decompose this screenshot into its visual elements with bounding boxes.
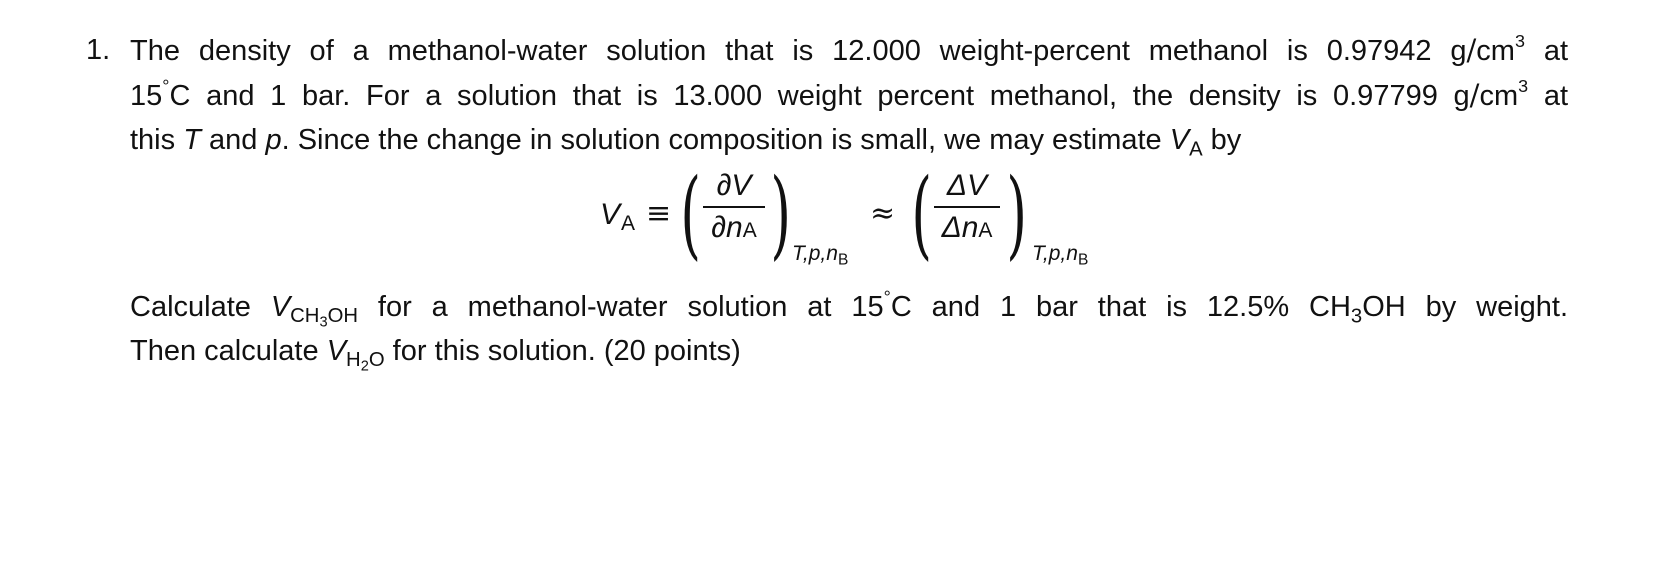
formula-subscript: 3 xyxy=(1350,305,1363,328)
variable-V: V xyxy=(1169,124,1190,156)
statement-line-3 xyxy=(130,118,1568,162)
statement-text: The density of a methanol-water solution that is 12.000 weight-percent methanol is 0.97942 g xyxy=(130,35,1467,67)
fraction-denominator xyxy=(934,210,1000,249)
eq-lhs-V: V xyxy=(600,198,621,231)
task-text: C and 1 bar that is 12.5% CH xyxy=(890,291,1351,323)
problem-number: 1. xyxy=(86,34,111,66)
eq-right-paren-1: ) xyxy=(770,158,792,270)
statement-text: . Since the change in solution composition is small, we may estimate xyxy=(281,124,1162,156)
problem-task xyxy=(130,285,1568,373)
subscript-digit: 3 xyxy=(319,314,328,331)
variable-subscript: A xyxy=(1189,138,1203,161)
eq-right-paren-2: ) xyxy=(1006,158,1028,270)
subscript-part: H xyxy=(346,349,361,372)
statement-line-1 xyxy=(130,28,1568,73)
eq-equiv-sign: ≡ xyxy=(646,196,672,231)
eq-fraction-delta xyxy=(934,168,1000,249)
eq-left-paren-1: ( xyxy=(680,158,702,270)
task-text: for this solution. (20 points) xyxy=(392,335,741,367)
degree-symbol: ° xyxy=(162,76,170,97)
denominator-subscript: A xyxy=(742,218,757,242)
fraction-bar xyxy=(934,206,1000,208)
eq-approx-sign: ≈ xyxy=(870,196,896,231)
eq-constraint-2 xyxy=(1032,242,1088,269)
fraction-numerator: ΔV xyxy=(946,169,988,202)
statement-text: by xyxy=(1210,124,1242,156)
constraint-vars: T,p,n xyxy=(792,242,838,265)
eq-fraction-partial xyxy=(703,168,765,249)
variable-p: p xyxy=(265,124,282,156)
variable-V: V xyxy=(270,291,291,323)
variable-subscript xyxy=(290,305,359,331)
constraint-subscript: B xyxy=(1077,251,1089,269)
subscript-part: CH xyxy=(290,305,320,328)
eq-lhs-subscript: A xyxy=(621,212,636,235)
task-line-2 xyxy=(130,335,741,375)
subscript-digit: 2 xyxy=(360,358,369,375)
subscript-part: O xyxy=(368,349,385,372)
task-line-1 xyxy=(130,285,1568,329)
degree-symbol: ° xyxy=(883,287,891,308)
task-text: OH by weight. xyxy=(1362,291,1569,323)
denominator-n: ∂n xyxy=(711,210,743,244)
unit-exponent: 3 xyxy=(1518,76,1529,97)
fraction-bar xyxy=(703,206,765,208)
variable-V: V xyxy=(326,335,347,367)
task-text: Calculate xyxy=(130,291,251,323)
statement-text: at xyxy=(1543,80,1568,112)
unit-cm: cm xyxy=(1476,35,1515,67)
denominator-n: Δn xyxy=(941,210,979,244)
constraint-subscript: B xyxy=(837,251,849,269)
unit-slash: / xyxy=(1466,33,1477,67)
statement-text: this xyxy=(130,124,176,156)
denominator-subscript: A xyxy=(978,218,993,242)
fraction-numerator: ∂V xyxy=(716,169,752,202)
statement-text: at xyxy=(1543,35,1568,67)
task-text: Then calculate xyxy=(130,335,319,367)
fraction-denominator xyxy=(703,210,765,249)
unit-slash: / xyxy=(1469,78,1480,112)
eq-constraint-1 xyxy=(792,242,848,269)
statement-text: C and 1 bar. For a solution that is 13.000 weight percent methanol, the density is 0.97799 g xyxy=(169,80,1470,112)
problem-statement xyxy=(130,28,1568,162)
unit-cm: cm xyxy=(1479,80,1519,112)
unit-exponent: 3 xyxy=(1514,31,1525,52)
variable-T: T xyxy=(183,124,201,156)
eq-left-paren-2: ( xyxy=(911,158,933,270)
statement-line-2 xyxy=(130,73,1568,118)
statement-text: and xyxy=(208,124,258,156)
task-text: for a methanol-water solution at 15 xyxy=(377,291,884,323)
constraint-vars: T,p,n xyxy=(1032,242,1078,265)
subscript-part: OH xyxy=(327,305,359,328)
partial-molar-volume-equation xyxy=(0,158,1665,278)
variable-subscript xyxy=(346,349,385,375)
temperature-value: 15 xyxy=(130,80,163,112)
